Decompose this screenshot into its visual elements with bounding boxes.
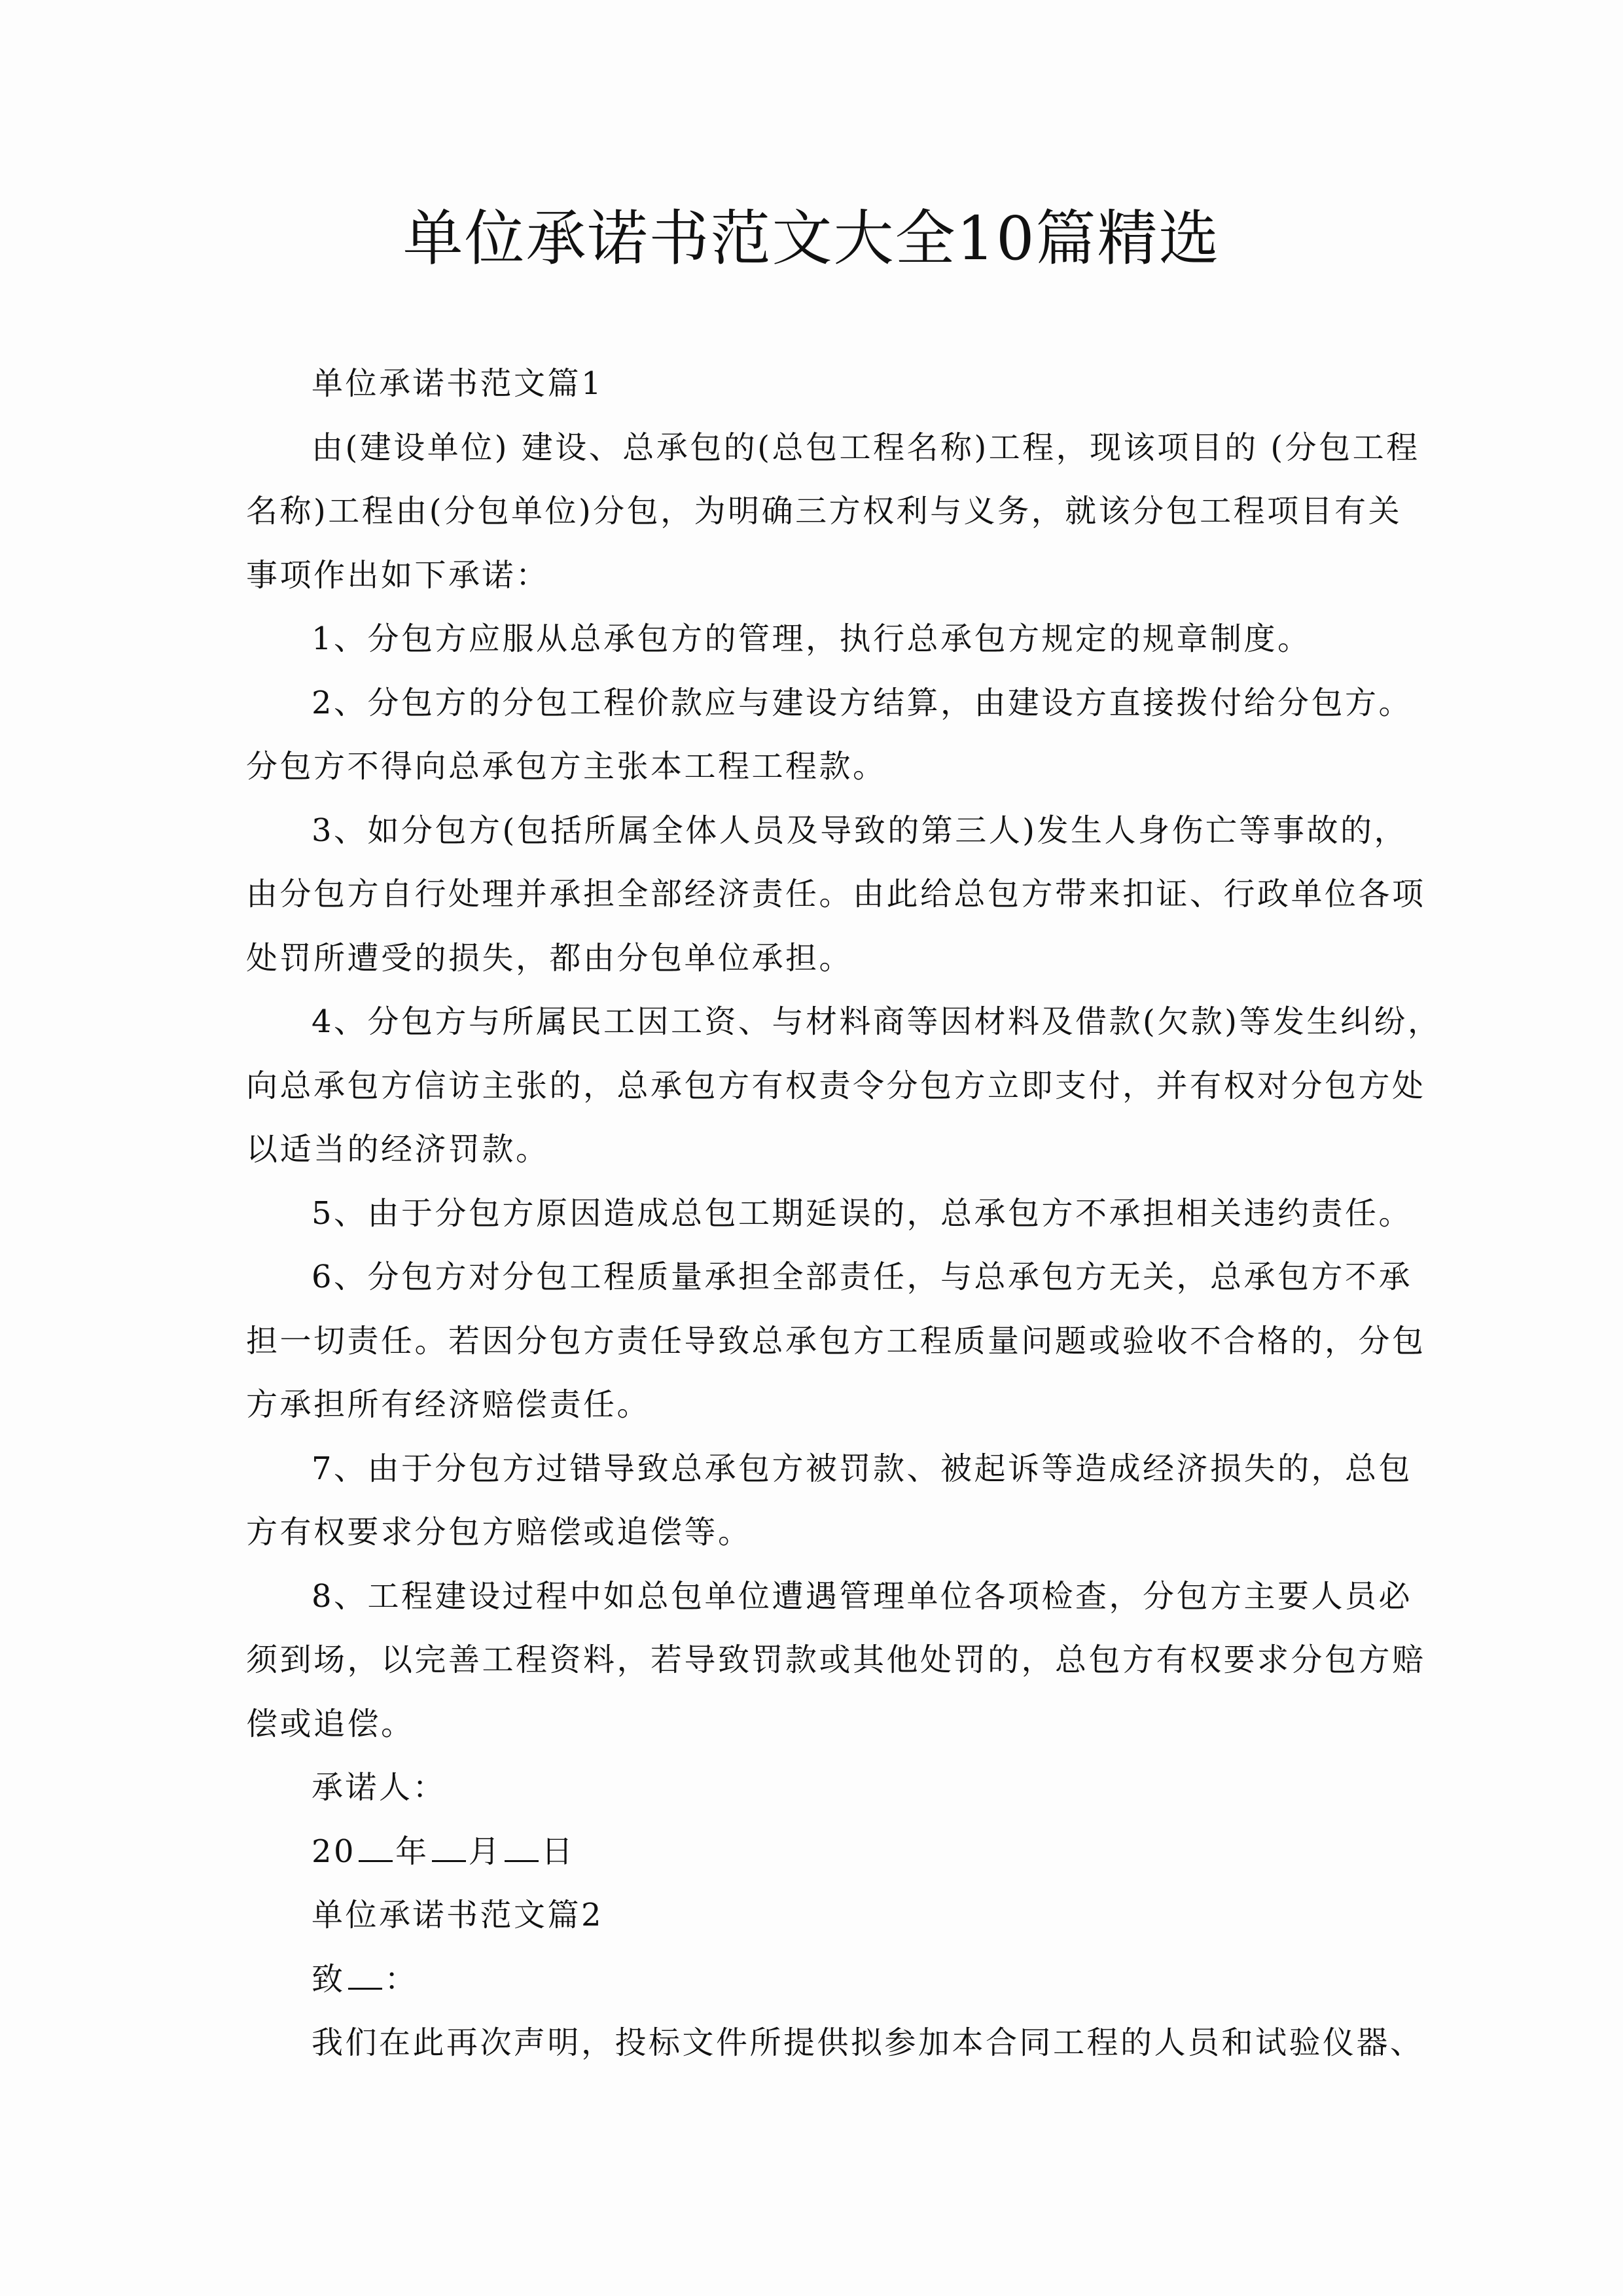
text-line: 单位承诺书范文篇2 bbox=[312, 1897, 604, 1933]
text-line: 4、分包方与所属民工因工资、与材料商等因材料及借款(欠款)等发生纠纷， bbox=[312, 1003, 1442, 1040]
text-line: 方承担所有经济赔偿责任。 bbox=[246, 1386, 651, 1423]
text-line: 偿或追偿。 bbox=[246, 1705, 415, 1742]
text-line: 2、分包方的分包工程价款应与建设方结算，由建设方直接拨付给分包方。 bbox=[312, 684, 1413, 721]
text-line: 由(建设单位) 建设、总承包的(总包工程名称)工程，现该项目的 (分包工程 bbox=[312, 429, 1420, 466]
date-day-label: 日 bbox=[541, 1833, 575, 1870]
date-month-label: 月 bbox=[468, 1833, 503, 1870]
text-line: 由分包方自行处理并承担全部经济责任。由此给总包方带来扣证、行政单位各项 bbox=[246, 876, 1426, 912]
text-line: 5、由于分包方原因造成总包工期延误的，总承包方不承担相关违约责任。 bbox=[312, 1194, 1413, 1232]
text-line: 须到场，以完善工程资料，若导致罚款或其他处罚的，总包方有权要求分包方赔 bbox=[246, 1641, 1426, 1678]
text-line: 单位承诺书范文篇1 bbox=[312, 365, 604, 402]
text-line: 以适当的经济罚款。 bbox=[246, 1131, 550, 1168]
text-line: 我们在此再次声明，投标文件所提供拟参加本合同工程的人员和试验仪器、 bbox=[312, 2024, 1424, 2061]
text-line: 方有权要求分包方赔偿或追偿等。 bbox=[246, 1514, 752, 1551]
text-line: 担一切责任。若因分包方责任导致总承包方工程质量问题或验收不合格的，分包 bbox=[246, 1322, 1426, 1359]
text-line: 承诺人： bbox=[312, 1769, 447, 1806]
text-line: 3、如分包方(包括所属全体人员及导致的第三人)发生人身伤亡等事故的， bbox=[312, 812, 1408, 849]
text-line: 事项作出如下承诺： bbox=[246, 556, 550, 594]
addressee-blank bbox=[348, 1962, 382, 1990]
text-line: 分包方不得向总承包方主张本工程工程款。 bbox=[246, 748, 887, 785]
document-body bbox=[246, 352, 1442, 2075]
document-title: 单位承诺书范文大全10篇精选 bbox=[402, 204, 1221, 274]
body-lines-part-3 bbox=[246, 2011, 1424, 2075]
text-line: 7、由于分包方过错导致总承包方被罚款、被起诉等造成经济损失的，总包 bbox=[312, 1450, 1413, 1487]
text-line: 名称)工程由(分包单位)分包，为明确三方权利与义务，就该分包工程项目有关 bbox=[246, 493, 1402, 529]
body-lines-part-1 bbox=[246, 352, 1442, 1820]
addressee-prefix: 致 bbox=[312, 1960, 346, 1998]
addressee-suffix: ： bbox=[384, 1960, 419, 1998]
text-line: 向总承包方信访主张的，总承包方有权责令分包方立即支付，并有权对分包方处 bbox=[246, 1067, 1426, 1104]
text-line: 6、分包方对分包工程质量承担全部责任，与总承包方无关，总承包方不承 bbox=[312, 1259, 1413, 1295]
text-line: 8、工程建设过程中如总包单位遭遇管理单位各项检查，分包方主要人员必 bbox=[312, 1577, 1413, 1615]
date-year-label: 年 bbox=[395, 1833, 429, 1870]
text-line: 处罚所遭受的损失，都由分包单位承担。 bbox=[246, 939, 853, 977]
body-lines-part-2 bbox=[246, 1884, 1385, 1948]
addressee-line bbox=[246, 1948, 1385, 2012]
text-line: 1、分包方应服从总承包方的管理，执行总承包方规定的规章制度。 bbox=[312, 620, 1311, 657]
year-blank bbox=[359, 1834, 393, 1862]
date-line bbox=[246, 1820, 1385, 1884]
date-year-prefix: 20 bbox=[312, 1833, 357, 1870]
day-blank bbox=[505, 1834, 539, 1862]
month-blank bbox=[432, 1834, 466, 1862]
